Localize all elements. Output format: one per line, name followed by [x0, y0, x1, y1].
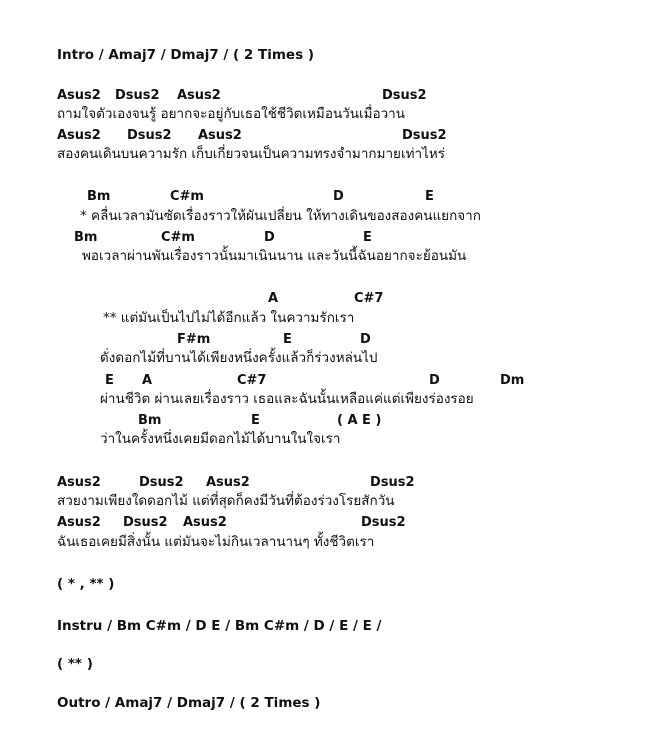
lyric-line: สวยงามเพียงใดดอกไม้ แต่ที่สุดก็คงมีวันที่ต้องร่วงโรยสักวัน: [57, 493, 395, 509]
chord: Asus2: [57, 515, 101, 530]
chord: Dsus2: [361, 515, 406, 530]
lyric-line: ว่าในครั้งหนึ่งเคยมีดอกไม้ได้บานในใจเรา: [100, 431, 341, 447]
lyric-line: ถามใจตัวเองจนรู้ อยากจะอยู่กับเธอใช้ชีวิตเหมือนวันเมื่อวาน: [57, 106, 405, 122]
intro-line: Intro / Amaj7 / Dmaj7 / ( 2 Times ): [57, 47, 314, 63]
chord: Asus2: [183, 515, 227, 530]
chord: Asus2: [57, 88, 101, 103]
chord: A: [268, 291, 279, 306]
chord: Asus2: [177, 88, 221, 103]
chord: Dsus2: [115, 88, 160, 103]
outro-line: Outro / Amaj7 / Dmaj7 / ( 2 Times ): [57, 695, 321, 711]
chord: ( A E ): [337, 413, 382, 428]
chord: Dsus2: [370, 475, 415, 490]
chord: E: [251, 413, 260, 428]
chord: E: [425, 189, 434, 204]
chord: Asus2: [57, 475, 101, 490]
lyric-line: ** แต่มันเป็นไปไม่ได้อีกแล้ว ในความรักเรา: [103, 310, 355, 326]
chord: Bm: [74, 230, 98, 245]
chord: F#m: [177, 332, 211, 347]
chord: Asus2: [198, 128, 242, 143]
repeat-marker: ( * , ** ): [57, 576, 115, 592]
lyric-line: ดั่งดอกไม้ที่บานได้เพียงหนึ่งครั้งแล้วก็ร่วงหล่นไป: [100, 350, 378, 366]
chord: D: [360, 332, 371, 347]
chord: C#m: [161, 230, 195, 245]
chord: Dsus2: [127, 128, 172, 143]
repeat-marker: ( ** ): [57, 656, 93, 672]
chord: Bm: [87, 189, 111, 204]
lyric-line: ฉันเธอเคยมีสิ่งนั้น แต่มันจะไม่กินเวลานานๆ ทั้งชีวิตเรา: [57, 534, 375, 550]
instrumental-line: Instru / Bm C#m / D E / Bm C#m / D / E / E /: [57, 618, 382, 634]
chord: C#m: [170, 189, 204, 204]
chord: Dsus2: [139, 475, 184, 490]
chord: E: [363, 230, 372, 245]
lyric-line: ผ่านชีวิต ผ่านเลยเรื่องราว เธอและฉันนั้นเหลือแค่แต่เพียงร่องรอย: [100, 391, 474, 407]
chord: A: [142, 373, 153, 388]
chord: D: [429, 373, 440, 388]
chord: Dsus2: [382, 88, 427, 103]
chord: Dsus2: [123, 515, 168, 530]
chord: D: [333, 189, 344, 204]
chord: C#7: [354, 291, 384, 306]
lyric-line: สองคนเดินบนความรัก เก็บเกี่ยวจนเป็นความทรงจำมากมายเท่าไหร่: [57, 146, 445, 162]
lyric-line: * คลื่นเวลามันซัดเรื่องราวให้ผันเปลี่ยน ให้ทางเดินของสองคนแยกจาก: [80, 208, 481, 224]
lyric-line: พอเวลาผ่านพันเรื่องราวนั้นมาเนินนาน และวันนี้ฉันอยากจะย้อนมัน: [82, 248, 467, 264]
chord: E: [105, 373, 114, 388]
chord: Dm: [500, 373, 525, 388]
chord: E: [283, 332, 292, 347]
chord: Asus2: [206, 475, 250, 490]
chord: D: [264, 230, 275, 245]
chord: C#7: [237, 373, 267, 388]
chord: Asus2: [57, 128, 101, 143]
chord: Bm: [138, 413, 162, 428]
chord: Dsus2: [402, 128, 447, 143]
